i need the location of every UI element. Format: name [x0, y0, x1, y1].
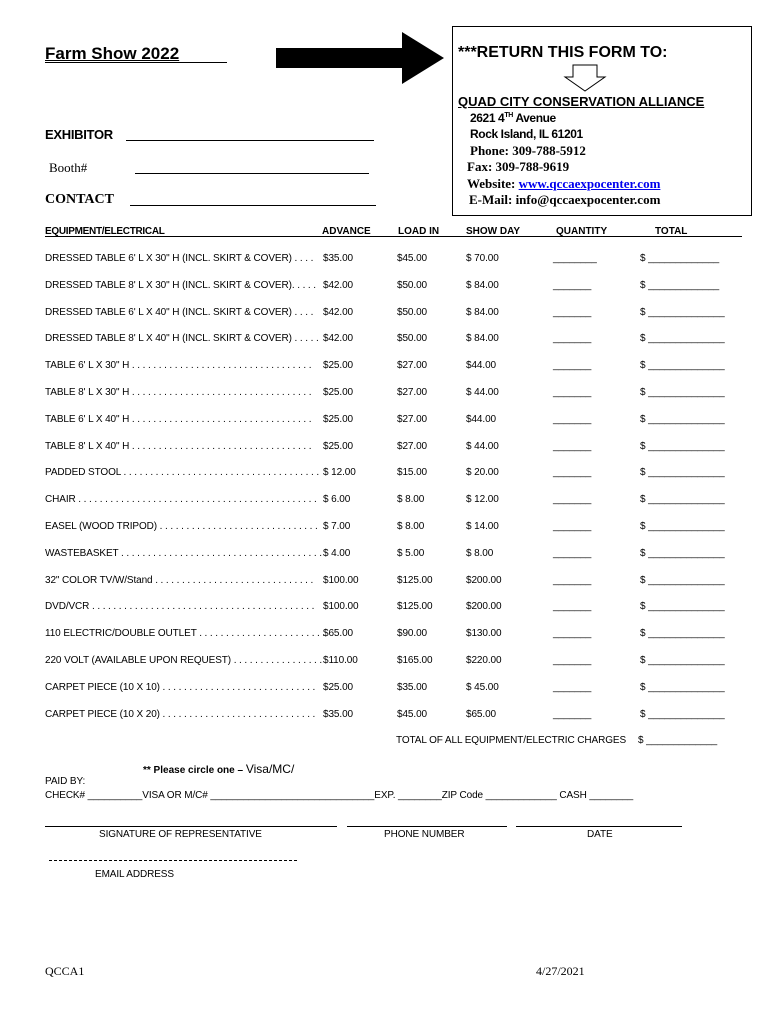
show-day-price: $44.00: [466, 360, 496, 371]
table-row: [0, 360, 770, 374]
show-day-price: $ 84.00: [466, 333, 499, 344]
return-heading: ***RETURN THIS FORM TO:: [458, 44, 668, 61]
quantity-field[interactable]: _______: [553, 467, 592, 478]
quantity-field[interactable]: _______: [553, 441, 592, 452]
website-link[interactable]: www.qccaexpocenter.com: [518, 176, 661, 191]
form-code: QCCA1: [45, 964, 85, 978]
right-arrow-icon: [272, 28, 452, 88]
item-label: 32" COLOR TV/W/Stand . . . . . . . . . . . . . . . . . . . . . . . . . . . . . .: [45, 575, 314, 586]
email-line: E-Mail: info@qccaexpocenter.com: [469, 192, 661, 207]
table-row: [0, 575, 770, 589]
table-row: [0, 253, 770, 267]
quantity-field[interactable]: _______: [553, 414, 592, 425]
email-address-label: EMAIL ADDRESS: [95, 869, 174, 880]
show-day-price: $ 45.00: [466, 682, 499, 693]
signature-field[interactable]: [45, 826, 337, 827]
show-day-price: $ 44.00: [466, 387, 499, 398]
total-field[interactable]: $ ______________: [640, 601, 725, 612]
show-day-price: $ 84.00: [466, 280, 499, 291]
advance-price: $100.00: [323, 601, 359, 612]
load-in-price: $ 8.00: [397, 521, 425, 532]
advance-price: $42.00: [323, 333, 353, 344]
total-field[interactable]: $ ______________: [640, 307, 725, 318]
advance-price: $35.00: [323, 253, 353, 264]
quantity-field[interactable]: _______: [553, 575, 592, 586]
email-field[interactable]: [49, 860, 297, 861]
contact-label: CONTACT: [45, 192, 114, 207]
item-label: DRESSED TABLE 6' L X 40" H (INCL. SKIRT & COVER) . . . .: [45, 307, 314, 318]
table-row: [0, 709, 770, 723]
item-label: WASTEBASKET . . . . . . . . . . . . . . . . . . . . . . . . . . . . . . . . . . . . . .: [45, 548, 322, 559]
advance-price: $42.00: [323, 280, 353, 291]
advance-price: $25.00: [323, 682, 353, 693]
load-in-price: $27.00: [397, 414, 427, 425]
load-in-price: $35.00: [397, 682, 427, 693]
table-row: [0, 467, 770, 481]
form-title: Farm Show 2022: [45, 44, 180, 63]
phone-line: Phone: 309-788-5912: [470, 143, 586, 158]
total-field[interactable]: $ ______________: [640, 333, 725, 344]
item-label: TABLE 8' L X 30" H . . . . . . . . . . . . . . . . . . . . . . . . . . . . . . . . . .: [45, 387, 312, 398]
load-in-price: $125.00: [397, 575, 433, 586]
show-day-price: $44.00: [466, 414, 496, 425]
quantity-field[interactable]: _______: [553, 709, 592, 720]
show-day-price: $ 44.00: [466, 441, 499, 452]
fax-line: Fax: 309-788-9619: [467, 159, 570, 174]
total-field[interactable]: $ ______________: [640, 441, 725, 452]
load-in-price: $ 8.00: [397, 494, 425, 505]
col-header-total: TOTAL: [655, 226, 688, 237]
total-field[interactable]: $ ______________: [640, 682, 725, 693]
quantity-field[interactable]: _______: [553, 387, 592, 398]
total-field[interactable]: $ ______________: [640, 414, 725, 425]
table-row: [0, 280, 770, 294]
total-field[interactable]: $ ______________: [640, 467, 725, 478]
quantity-field[interactable]: _______: [553, 601, 592, 612]
advance-price: $25.00: [323, 387, 353, 398]
total-field[interactable]: $ ______________: [640, 655, 725, 666]
advance-price: $35.00: [323, 709, 353, 720]
load-in-price: $165.00: [397, 655, 433, 666]
exhibitor-field[interactable]: [126, 140, 374, 141]
show-day-price: $ 14.00: [466, 521, 499, 532]
table-row: [0, 682, 770, 696]
show-day-price: $ 12.00: [466, 494, 499, 505]
show-day-price: $ 70.00: [466, 253, 499, 264]
load-in-price: $27.00: [397, 387, 427, 398]
total-field[interactable]: $ ______________: [640, 494, 725, 505]
quantity-field[interactable]: _______: [553, 628, 592, 639]
load-in-price: $50.00: [397, 333, 427, 344]
col-header-advance: ADVANCE: [322, 226, 371, 237]
item-label: DRESSED TABLE 8' L X 30" H (INCL. SKIRT & COVER). . . . .: [45, 280, 316, 291]
quantity-field[interactable]: _______: [553, 521, 592, 532]
item-label: TABLE 6' L X 40" H . . . . . . . . . . . . . . . . . . . . . . . . . . . . . . . . . .: [45, 414, 312, 425]
signature-label: SIGNATURE OF REPRESENTATIVE: [99, 829, 262, 840]
show-day-price: $ 20.00: [466, 467, 499, 478]
paid-by-label: PAID BY:: [45, 776, 86, 787]
total-field[interactable]: $ ______________: [640, 628, 725, 639]
quantity-field[interactable]: _______: [553, 548, 592, 559]
table-row: [0, 307, 770, 321]
quantity-field[interactable]: _______: [553, 280, 592, 291]
table-row: [0, 601, 770, 615]
address-city: Rock Island, IL 61201: [470, 127, 583, 141]
phone-field[interactable]: [347, 826, 507, 827]
advance-price: $42.00: [323, 307, 353, 318]
col-header-show-day: SHOW DAY: [466, 226, 521, 237]
header-rule: [45, 236, 742, 237]
load-in-price: $50.00: [397, 307, 427, 318]
item-label: CARPET PIECE (10 X 10) . . . . . . . . . . . . . . . . . . . . . . . . . . . . .: [45, 682, 316, 693]
load-in-price: $ 5.00: [397, 548, 425, 559]
date-label: DATE: [587, 829, 613, 840]
advance-price: $ 7.00: [323, 521, 351, 532]
quantity-field[interactable]: _______: [553, 307, 592, 318]
load-in-price: $45.00: [397, 709, 427, 720]
table-row: [0, 655, 770, 669]
title-underline: [45, 62, 227, 63]
date-field[interactable]: [516, 826, 682, 827]
table-row: [0, 628, 770, 642]
show-day-price: $130.00: [466, 628, 502, 639]
show-day-price: $65.00: [466, 709, 496, 720]
item-label: DRESSED TABLE 6' L X 30" H (INCL. SKIRT & COVER) . . . .: [45, 253, 314, 264]
exhibitor-label: EXHIBITOR: [45, 127, 113, 142]
advance-price: $25.00: [323, 414, 353, 425]
payment-line[interactable]: CHECK# __________VISA OR M/C# ______________________________EXP. ________ZIP Code _____________ CASH ________: [45, 790, 634, 801]
org-name: QUAD CITY CONSERVATION ALLIANCE: [458, 94, 705, 109]
table-row: [0, 387, 770, 401]
quantity-field[interactable]: _______: [553, 360, 592, 371]
address-street: 2621 4TH Avenue: [470, 111, 556, 125]
advance-price: $ 12.00: [323, 467, 356, 478]
circle-note: ** Please circle one – Visa/MC/: [143, 762, 295, 776]
load-in-price: $125.00: [397, 601, 433, 612]
table-row: [0, 441, 770, 455]
show-day-price: $220.00: [466, 655, 502, 666]
load-in-price: $90.00: [397, 628, 427, 639]
total-charges-label: TOTAL OF ALL EQUIPMENT/ELECTRIC CHARGES: [396, 735, 627, 746]
total-field[interactable]: $ ______________: [640, 387, 725, 398]
item-label: TABLE 6' L X 30" H . . . . . . . . . . . . . . . . . . . . . . . . . . . . . . . . . .: [45, 360, 312, 371]
down-arrow-icon: [563, 63, 609, 93]
website-line: Website: www.qccaexpocenter.com: [467, 176, 661, 191]
load-in-price: $50.00: [397, 280, 427, 291]
col-header-equipment: EQUIPMENT/ELECTRICAL: [45, 226, 165, 237]
total-field[interactable]: $ ______________: [640, 575, 725, 586]
item-label: CHAIR . . . . . . . . . . . . . . . . . . . . . . . . . . . . . . . . . . . . . . . . . . . . .: [45, 494, 317, 505]
load-in-price: $45.00: [397, 253, 427, 264]
show-day-price: $ 8.00: [466, 548, 494, 559]
advance-price: $25.00: [323, 441, 353, 452]
booth-label: Booth#: [49, 160, 88, 175]
booth-field[interactable]: [135, 173, 369, 174]
item-label: 110 ELECTRIC/DOUBLE OUTLET . . . . . . . . . . . . . . . . . . . . . . . .: [45, 628, 326, 639]
advance-price: $100.00: [323, 575, 359, 586]
item-label: EASEL (WOOD TRIPOD) . . . . . . . . . . . . . . . . . . . . . . . . . . . . . .: [45, 521, 318, 532]
total-field[interactable]: $ _____________: [640, 253, 720, 264]
table-row: [0, 521, 770, 535]
item-label: PADDED STOOL . . . . . . . . . . . . . . . . . . . . . . . . . . . . . . . . . . . . .: [45, 467, 320, 478]
col-header-load-in: LOAD IN: [398, 226, 440, 237]
quantity-field[interactable]: _______: [553, 682, 592, 693]
item-label: DVD/VCR . . . . . . . . . . . . . . . . . . . . . . . . . . . . . . . . . . . . . . . . . .: [45, 601, 315, 612]
phone-number-label: PHONE NUMBER: [384, 829, 465, 840]
table-row: [0, 414, 770, 428]
table-row: [0, 494, 770, 508]
total-field[interactable]: $ ______________: [640, 709, 725, 720]
total-field[interactable]: $ ______________: [640, 521, 725, 532]
quantity-field[interactable]: _______: [553, 494, 592, 505]
table-row: [0, 548, 770, 562]
load-in-price: $27.00: [397, 360, 427, 371]
item-label: CARPET PIECE (10 X 20) . . . . . . . . . . . . . . . . . . . . . . . . . . . . .: [45, 709, 316, 720]
show-day-price: $200.00: [466, 575, 502, 586]
quantity-field[interactable]: _______: [553, 333, 592, 344]
quantity-field[interactable]: _______: [553, 655, 592, 666]
advance-price: $65.00: [323, 628, 353, 639]
total-field[interactable]: $ ______________: [640, 360, 725, 371]
quantity-field[interactable]: ________: [553, 253, 597, 264]
show-day-price: $ 84.00: [466, 307, 499, 318]
form-date: 4/27/2021: [536, 964, 585, 978]
advance-price: $110.00: [323, 655, 358, 666]
load-in-price: $27.00: [397, 441, 427, 452]
total-field[interactable]: $ ______________: [640, 548, 725, 559]
load-in-price: $15.00: [397, 467, 427, 478]
item-label: TABLE 8' L X 40" H . . . . . . . . . . . . . . . . . . . . . . . . . . . . . . . . . .: [45, 441, 312, 452]
col-header-quantity: QUANTITY: [556, 226, 608, 237]
advance-price: $ 4.00: [323, 548, 351, 559]
total-field[interactable]: $ _____________: [640, 280, 720, 291]
contact-field[interactable]: [130, 205, 376, 206]
advance-price: $25.00: [323, 360, 353, 371]
table-row: [0, 333, 770, 347]
item-label: 220 VOLT (AVAILABLE UPON REQUEST) . . . . . . . . . . . . . . . . .: [45, 655, 323, 666]
total-charges-field[interactable]: $ _____________: [638, 735, 718, 746]
show-day-price: $200.00: [466, 601, 502, 612]
advance-price: $ 6.00: [323, 494, 351, 505]
item-label: DRESSED TABLE 8' L X 40" H (INCL. SKIRT & COVER) . . . . .: [45, 333, 319, 344]
